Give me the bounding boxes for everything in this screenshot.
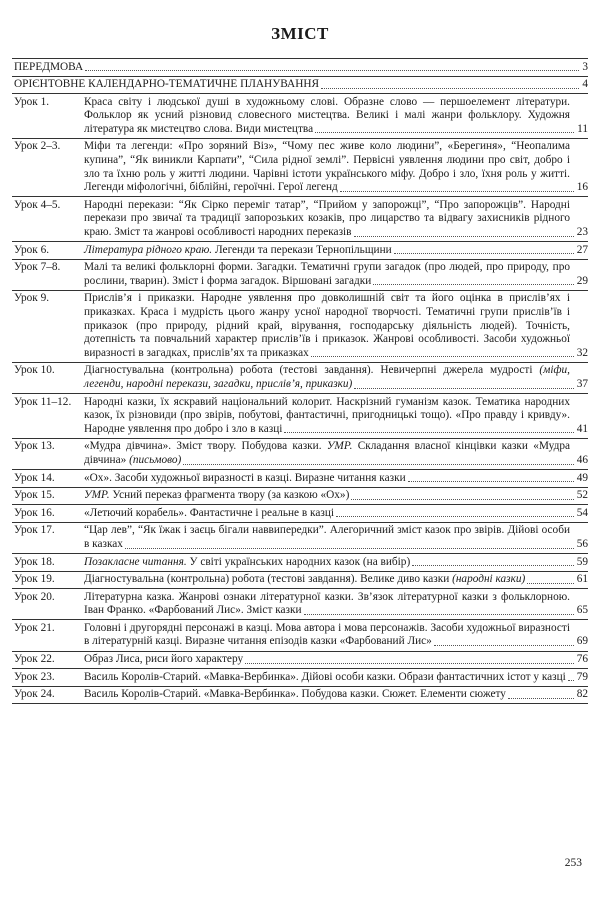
text-run: Образ Лиса, риси його характеру <box>84 653 244 666</box>
toc-row <box>12 523 588 554</box>
toc-row <box>12 505 588 523</box>
toc-page-number: 41 <box>576 422 588 435</box>
toc-entry-text <box>12 78 588 92</box>
dot-leader <box>527 583 573 584</box>
toc-row <box>12 59 588 77</box>
italic-text: УМР. <box>84 489 110 502</box>
lesson-number: Урок 14. <box>14 471 55 484</box>
lesson-number: Урок 19. <box>14 573 55 586</box>
toc-page-number: 46 <box>576 453 588 466</box>
toc-row <box>12 363 588 394</box>
toc-page-number: 32 <box>576 346 588 359</box>
lesson-number: Урок 22. <box>14 653 55 666</box>
dot-leader <box>354 388 573 389</box>
dot-leader <box>340 191 574 192</box>
text-run: Краса світу і людської душі в художньому слові. Образне слово — першоелемент літератури. Фольклор як усний різновид словесного мистецтва. Великі і малі жанри фольклору. Художня література як мистецтво слова. Види мистецтва <box>84 95 570 135</box>
dot-leader <box>284 432 573 433</box>
toc-row <box>12 554 588 572</box>
lesson-number: Урок 16. <box>14 506 55 519</box>
toc-page-number: 3 <box>582 60 588 73</box>
toc-row <box>12 242 588 260</box>
dot-leader <box>85 70 579 71</box>
dot-leader <box>412 565 573 566</box>
italic-text: (народні казки) <box>452 573 526 586</box>
toc-row <box>12 669 588 687</box>
toc-entry-text <box>84 199 588 240</box>
text-run: ПЕРЕДМОВА <box>14 60 84 73</box>
toc-page-number: 11 <box>577 122 588 135</box>
toc-page-number: 37 <box>576 377 588 390</box>
toc-entry-text <box>84 396 588 437</box>
toc-row <box>12 589 588 620</box>
toc-page-number: 69 <box>576 635 588 648</box>
toc-row <box>12 652 588 670</box>
toc-row <box>12 394 588 439</box>
text-run: Василь Королів-Старий. «Мавка-Вербинка». Побудова казки. Сюжет. Елементи сюжету <box>84 688 506 701</box>
lesson-number: Урок 6. <box>14 243 50 256</box>
text-run: «Ох». Засоби художньої виразності в казці. Виразне читання казки <box>84 471 406 484</box>
text-run: Прислів’я і приказки. Народне уявлення про довколишній світ та його оцінка в прислів’ях і приказках. Краса і мудрість цього жанру усної народної творчості. Тематичні групи прислів’їв і приказок (про природу, рідний край, вірування, господарську діяльність людей). Точність, дотепність та повчальний характер прислів’їв і приказок. Жанрові особливості. Засоби художньої виразності в загадках, прислів’ях та приказках <box>84 292 570 359</box>
text-run: Складання власної кінцівки казки «Мудра дівчина» <box>84 440 570 466</box>
dot-leader <box>321 88 579 89</box>
lesson-number: Урок 9. <box>14 292 50 305</box>
text-run: Міфи та легенди: «Про зоряний Віз», “Чому пес живе коло людини”, «Берегиня», “Неопалима купина”, “Як виникли Карпати”, “Сила рідної землі”. Первісні уявлення людини про світ, добро і зло та їхню роль у житті людини. Чарівні істоти українського міфу. Добро і зло, їхня роль у житті. Легенди міфологічні, біблійні, героїчні. Герої легенд <box>84 140 570 194</box>
toc-page-number: 76 <box>576 653 588 666</box>
toc-entry-text <box>84 261 588 288</box>
toc-entry-text <box>84 688 588 702</box>
text-run: ОРІЄНТОВНЕ КАЛЕНДАРНО-ТЕМАТИЧНЕ ПЛАНУВАННЯ <box>14 78 320 91</box>
lesson-number: Урок 11–12. <box>14 395 72 408</box>
toc-entry-text <box>84 364 588 391</box>
toc-row <box>12 470 588 488</box>
toc-entry-text <box>84 244 588 258</box>
text-run: Усний переказ фрагмента твору (за казкою «Ох») <box>109 489 350 502</box>
toc-page-number: 79 <box>576 670 588 683</box>
toc-page-number: 29 <box>576 274 588 287</box>
toc-row <box>12 77 588 95</box>
page-title: ЗМІСТ <box>271 24 329 43</box>
dot-leader <box>408 481 574 482</box>
lesson-number: Урок 10. <box>14 364 55 377</box>
lesson-number: Урок 15. <box>14 489 55 502</box>
toc-page-number: 65 <box>576 604 588 617</box>
dot-leader <box>125 548 574 549</box>
toc-entry-text <box>84 440 588 467</box>
text-run: У світі українських народних казок (на вибір) <box>186 555 411 568</box>
toc-row <box>12 687 588 705</box>
dot-leader <box>315 132 574 133</box>
lesson-number: Урок 17. <box>14 524 55 537</box>
toc-entry-text <box>84 653 588 667</box>
lesson-number: Урок 2–3. <box>14 140 61 153</box>
toc-row <box>12 94 588 139</box>
dot-leader <box>394 253 574 254</box>
toc-entry-text <box>84 489 588 503</box>
toc-page-number: 82 <box>576 688 588 701</box>
toc-row <box>12 139 588 197</box>
toc-row <box>12 439 588 470</box>
toc-entry-text <box>84 556 588 570</box>
text-run: Діагностувальна (контрольна) робота (тестові завдання). Велике диво казки <box>84 573 453 586</box>
text-run: Головні і другорядні персонажі в казці. Мова автора і мова персонажів. Засоби художньої виразності в літературній казці. Виразне читання епізодів казки «Фарбований Лис» <box>84 621 570 648</box>
toc-entry-text <box>84 573 588 587</box>
text-run: Діагностувальна (контрольна) робота (тестові завдання). Невичерпні джерела мудрості <box>84 364 540 377</box>
dot-leader <box>311 356 574 357</box>
toc-entry-text <box>84 622 588 649</box>
toc-page-number: 59 <box>576 555 588 568</box>
toc-row <box>12 197 588 242</box>
italic-text: Література рідного краю. <box>84 243 213 256</box>
lesson-number: Урок 24. <box>14 688 55 701</box>
toc-row <box>12 260 588 291</box>
text-run: “Цар лев”, “Як їжак і заєць бігали наввипередки”. Алегоричний зміст казок про звірів. Дійові особи в казках <box>84 524 570 550</box>
toc-page-number: 23 <box>576 226 588 239</box>
toc-page-number: 27 <box>576 243 588 256</box>
dot-leader <box>336 516 574 517</box>
page-number: 253 <box>564 857 582 869</box>
toc-entry-text <box>84 507 588 521</box>
dot-leader <box>351 499 573 500</box>
toc-row <box>12 488 588 506</box>
toc-row <box>12 291 588 363</box>
text-run: Василь Королів-Старий. «Мавка-Вербинка». Дійові особи казки. Образи фантастичних істот у казці <box>84 670 566 683</box>
dot-leader <box>434 645 574 646</box>
toc-page-number: 16 <box>576 181 588 194</box>
toc-row <box>12 572 588 590</box>
text-run: Легенди та перекази Тернопільщини <box>212 243 392 256</box>
toc-entry-text <box>84 96 588 137</box>
lesson-number: Урок 20. <box>14 590 55 603</box>
toc-entry-text <box>84 591 588 618</box>
italic-text: Позакласне читання. <box>84 555 187 568</box>
dot-leader <box>354 236 574 237</box>
dot-leader <box>304 614 574 615</box>
toc-page-number: 4 <box>582 78 588 91</box>
text-run: «Мудра дівчина». Зміст твору. Побудова казки. <box>84 440 327 453</box>
text-run: «Летючий корабель». Фантастичне і реальне в казці <box>84 506 335 519</box>
italic-text: (письмово) <box>129 453 182 466</box>
toc-entry-text <box>12 61 588 75</box>
toc-entry-text <box>84 524 588 551</box>
text-run: Малі та великі фольклорні форми. Загадки. Тематичні групи загадок (про людей, про природу, про рослини, тварин). Зміст і форма загадок. Віршовані загадки <box>84 261 570 287</box>
toc-page-number: 49 <box>576 471 588 484</box>
text-run: Народні перекази: “Як Сірко переміг татар”, “Прийом у запорожці”, “Про запорожців”. Народні перекази про звичаї та традиції запорозьких козаків, про лицарство та відвагу захисників рідного краю. Зміст та жанрові особливості народних переказів <box>84 198 570 239</box>
italic-text: (міфи, легенди, народні перекази, загадки, прислів’я, приказки) <box>84 364 570 390</box>
table-of-contents <box>12 58 588 704</box>
lesson-number: Урок 23. <box>14 670 55 683</box>
toc-page-number: 56 <box>576 537 588 550</box>
dot-leader <box>245 663 574 664</box>
lesson-number: Урок 13. <box>14 440 55 453</box>
toc-entry-text <box>84 292 588 360</box>
toc-entry-text <box>84 472 588 486</box>
toc-page-number: 52 <box>576 489 588 502</box>
dot-leader <box>508 698 574 699</box>
dot-leader <box>568 680 574 681</box>
text-run: Літературна казка. Жанрові ознаки літературної казки. Зв’язок літературної казки з фольклорною. Іван Франко. «Фарбований Лис». Зміст казки <box>84 590 570 617</box>
toc-entry-text <box>84 671 588 685</box>
lesson-number: Урок 21. <box>14 621 55 634</box>
lesson-number: Урок 7–8. <box>14 261 61 274</box>
toc-page-number: 61 <box>576 573 588 586</box>
toc-row <box>12 620 588 651</box>
dot-leader <box>183 464 573 465</box>
toc-page-number: 54 <box>576 506 588 519</box>
lesson-number: Урок 1. <box>14 95 50 108</box>
italic-text: УМР. <box>326 440 353 453</box>
toc-entry-text <box>84 140 588 194</box>
lesson-number: Урок 4–5. <box>14 198 61 211</box>
text-run: Народні казки, їх яскравий національний колорит. Наскрізний гуманізм казок. Тематика народних казок, їх різновиди (про звірів, побутові, фантастичні, пригодницькі тощо). «Про правду і кривду». Народне уявлення про добро і зло в казці <box>84 395 570 435</box>
dot-leader <box>373 284 573 285</box>
lesson-number: Урок 18. <box>14 555 55 568</box>
